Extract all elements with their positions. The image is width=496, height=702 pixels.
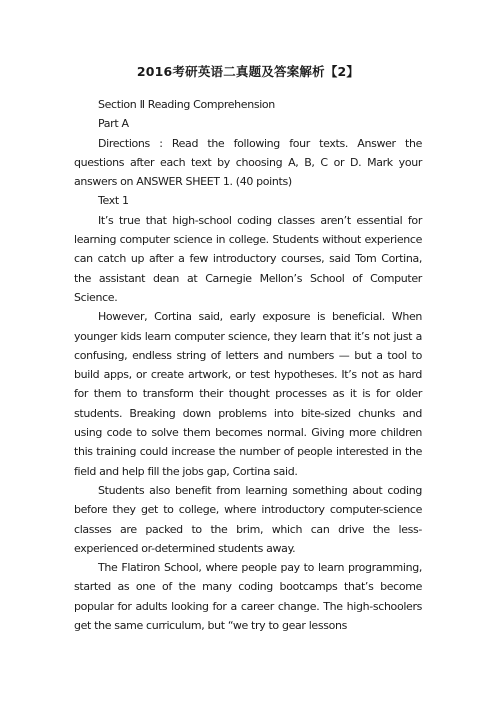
document-body bbox=[74, 95, 422, 635]
part-heading: Part A bbox=[98, 117, 129, 131]
body-paragraph-2: However, Cortina said, early exposure is beneficial. When younger kids learn computer science, they learn that it’s not just a confusing, endless string of letters and numbers — but a tool to build apps, or create artwork, or test hypotheses. It’s not as hard for them to transform their thought processes as it is for older students. Breaking down problems into bite-sized chunks and using code to solve them becomes normal. Giving more children this training could increase the number of people interested in the field and help fill the jobs gap, Cortina said. bbox=[74, 310, 422, 478]
text-heading: Text 1 bbox=[98, 194, 129, 208]
body-paragraph-3: Students also benefit from learning something about coding before they get to college, where introductory computer-science classes are packed to the brim, which can drive the less-experienced or-determined students away. bbox=[74, 483, 422, 555]
section-heading: Section Ⅱ Reading Comprehension bbox=[98, 98, 275, 111]
directions-paragraph: Directions : Read the following four texts. Answer the questions after each text by choosing A, B, C or D. Mark your answers on ANSWER SHEET 1. (40 points) bbox=[74, 136, 422, 189]
body-paragraph-1: It’s true that high-school coding classes aren’t essential for learning computer science in college. Students without experience can catch up after a few introductory courses, said Tom Cortina, the assistant dean at Carnegie Mellon’s School of Computer Science. bbox=[74, 213, 422, 304]
body-paragraph-4: The Flatiron School, where people pay to learn programming, started as one of the many coding bootcamps that’s become popular for adults looking for a career change. The high-schoolers get the same curriculum, but “we try to gear lessons bbox=[74, 561, 422, 633]
document-title: 2016考研英语二真题及答案解析【2】 bbox=[136, 64, 360, 79]
